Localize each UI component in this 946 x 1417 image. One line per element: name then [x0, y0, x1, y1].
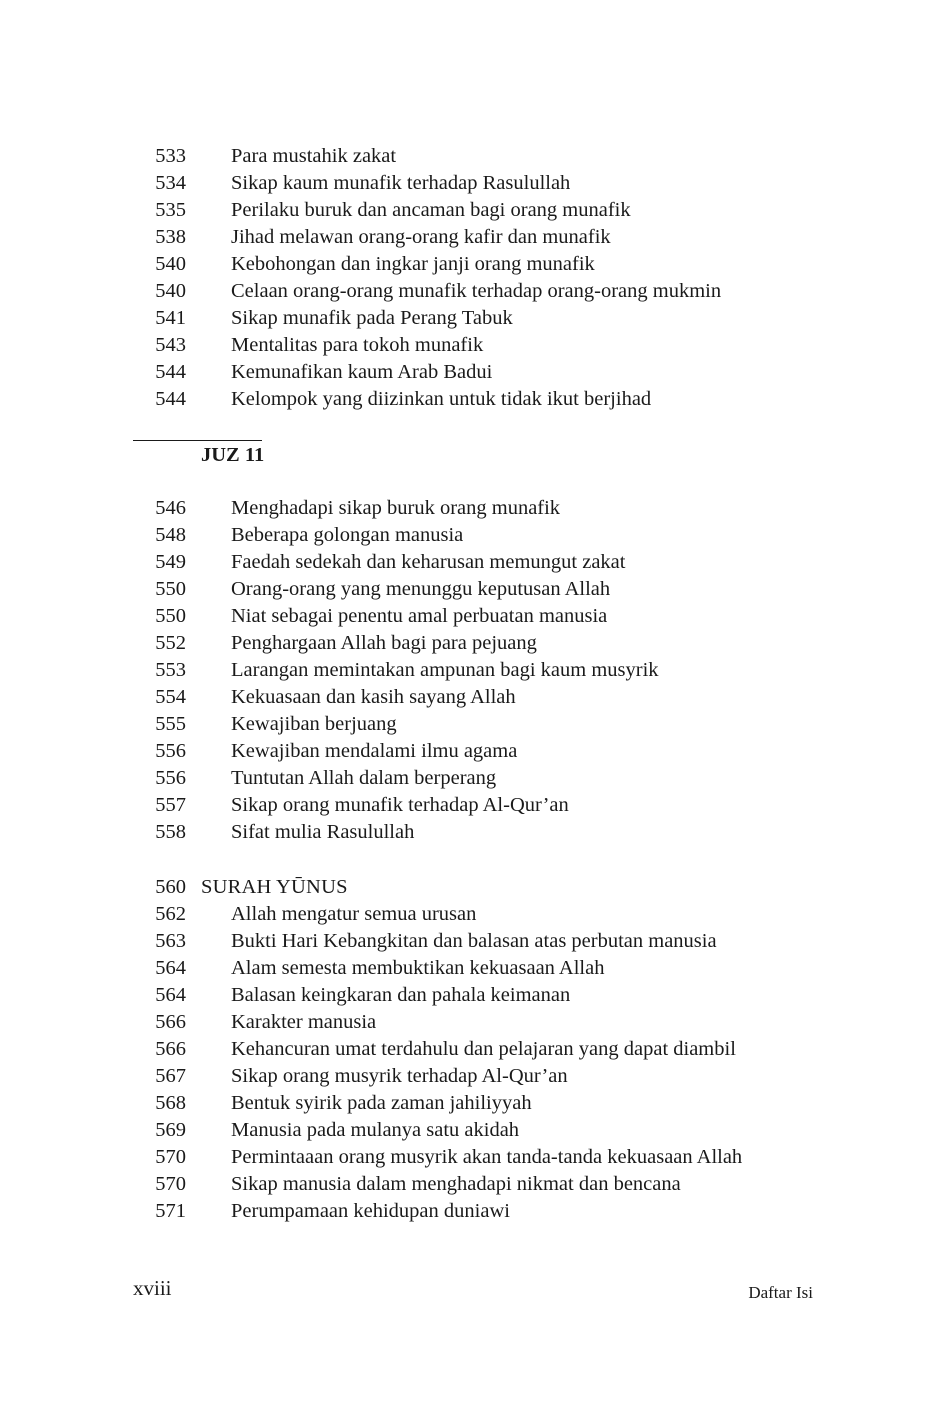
toc-entry-title: Kewajiban mendalami ilmu agama [231, 740, 518, 762]
running-title: Daftar Isi [748, 1283, 813, 1302]
surah-title: SURAH YŪNUS [201, 876, 348, 898]
toc-page-number: 552 [155, 632, 186, 654]
toc-page-number: 535 [155, 199, 186, 221]
toc-page-number: 538 [155, 226, 186, 248]
toc-list-section-2 [0, 495, 946, 846]
toc-entry-title: Bentuk syirik pada zaman jahiliyyah [231, 1092, 532, 1114]
toc-entry-title: Tuntutan Allah dalam berperang [231, 767, 497, 789]
toc-entry-title: Allah mengatur semua urusan [231, 903, 477, 925]
toc-entry [0, 251, 946, 278]
toc-page-number: 534 [155, 172, 186, 194]
toc-entry [0, 359, 946, 386]
toc-page-number: 560 [155, 876, 186, 898]
toc-page-number: 549 [155, 551, 186, 573]
toc-page-number: 540 [155, 280, 186, 302]
toc-page-number: 550 [155, 578, 186, 600]
toc-page-number: 541 [155, 307, 186, 329]
toc-entry-title: Sikap manusia dalam menghadapi nikmat dan bencana [231, 1173, 681, 1195]
toc-entry-title: Kewajiban berjuang [231, 713, 397, 735]
toc-entry [0, 1036, 946, 1063]
toc-entry [0, 928, 946, 955]
toc-page-number: 567 [155, 1065, 186, 1087]
toc-list-section-1 [0, 143, 946, 413]
toc-entry-title: Mentalitas para tokoh munafik [231, 334, 484, 356]
toc-entry-title: Celaan orang-orang munafik terhadap orang-orang mukmin [231, 280, 722, 302]
toc-entry-title: Kebohongan dan ingkar janji orang munafik [231, 253, 595, 275]
toc-entry-title: Perumpamaan kehidupan duniawi [231, 1200, 510, 1222]
toc-entry [0, 955, 946, 982]
juz-divider-rule [133, 440, 262, 441]
toc-entry [0, 549, 946, 576]
toc-entry-title: Manusia pada mulanya satu akidah [231, 1119, 520, 1141]
toc-entry [0, 1171, 946, 1198]
toc-entry-title: Niat sebagai penentu amal perbuatan manusia [231, 605, 608, 627]
toc-page-number: 571 [155, 1200, 186, 1222]
toc-page-number: 540 [155, 253, 186, 275]
toc-entry [0, 197, 946, 224]
toc-entry [0, 1144, 946, 1171]
toc-entry-title: Karakter manusia [231, 1011, 377, 1033]
toc-entry-title: Kemunafikan kaum Arab Badui [231, 361, 493, 383]
toc-entry-title: Balasan keingkaran dan pahala keimanan [231, 984, 571, 1006]
toc-entry-title: Orang-orang yang menunggu keputusan Allah [231, 578, 611, 600]
toc-page-number: 563 [155, 930, 186, 952]
toc-entry [0, 305, 946, 332]
toc-page-number: 566 [155, 1038, 186, 1060]
toc-entry [0, 982, 946, 1009]
toc-entry-title: Penghargaan Allah bagi para pejuang [231, 632, 537, 654]
toc-entry-title: Permintaaan orang musyrik akan tanda-tanda kekuasaan Allah [231, 1146, 743, 1168]
toc-entry-title: Para mustahik zakat [231, 145, 397, 167]
toc-entry-title: Menghadapi sikap buruk orang munafik [231, 497, 561, 519]
toc-page-number: 558 [155, 821, 186, 843]
toc-entry-title: Faedah sedekah dan keharusan memungut zakat [231, 551, 626, 573]
toc-entry-title: Jihad melawan orang-orang kafir dan munafik [231, 226, 611, 248]
toc-page-number: 533 [155, 145, 186, 167]
toc-entry [0, 603, 946, 630]
toc-entry [0, 657, 946, 684]
toc-entry-title: Larangan memintakan ampunan bagi kaum musyrik [231, 659, 659, 681]
toc-page-number: 570 [155, 1173, 186, 1195]
toc-page-number: 554 [155, 686, 186, 708]
toc-page-number: 546 [155, 497, 186, 519]
toc-entry-title: Sikap kaum munafik terhadap Rasulullah [231, 172, 571, 194]
toc-page-number: 544 [155, 388, 186, 410]
toc-entry [0, 819, 946, 846]
toc-page-number: 566 [155, 1011, 186, 1033]
toc-entry-title: Kelompok yang diizinkan untuk tidak ikut berjihad [231, 388, 652, 410]
toc-entry-title: Kehancuran umat terdahulu dan pelajaran yang dapat diambil [231, 1038, 736, 1060]
toc-page-number: 553 [155, 659, 186, 681]
toc-entry [0, 738, 946, 765]
toc-entry-title: Perilaku buruk dan ancaman bagi orang munafik [231, 199, 631, 221]
toc-entry-title: Sikap munafik pada Perang Tabuk [231, 307, 513, 329]
surah-heading-row-wrap [0, 874, 946, 901]
folio-page-number: xviii [133, 1276, 172, 1300]
toc-entry [0, 1009, 946, 1036]
toc-page-number: 555 [155, 713, 186, 735]
toc-entry [0, 495, 946, 522]
surah-heading-row [0, 874, 946, 901]
toc-page-number: 550 [155, 605, 186, 627]
toc-page-number: 556 [155, 767, 186, 789]
toc-entry [0, 1117, 946, 1144]
toc-entry [0, 1198, 946, 1225]
toc-entry [0, 143, 946, 170]
toc-entry-title: Sikap orang musyrik terhadap Al-Qur’an [231, 1065, 568, 1087]
toc-entry [0, 765, 946, 792]
toc-entry [0, 901, 946, 928]
toc-page-number: 562 [155, 903, 186, 925]
toc-entry-title: Beberapa golongan manusia [231, 524, 464, 546]
toc-entry [0, 386, 946, 413]
toc-entry [0, 711, 946, 738]
toc-page-number: 570 [155, 1146, 186, 1168]
toc-list-section-3 [0, 901, 946, 1225]
toc-page-number: 543 [155, 334, 186, 356]
toc-page-number: 556 [155, 740, 186, 762]
toc-entry [0, 792, 946, 819]
toc-entry-title: Sifat mulia Rasulullah [231, 821, 415, 843]
toc-page-number: 568 [155, 1092, 186, 1114]
toc-entry [0, 1090, 946, 1117]
toc-entry [0, 576, 946, 603]
toc-entry-title: Alam semesta membuktikan kekuasaan Allah [231, 957, 605, 979]
toc-page-number: 557 [155, 794, 186, 816]
toc-page-number: 564 [155, 957, 186, 979]
toc-entry [0, 630, 946, 657]
toc-page-number: 564 [155, 984, 186, 1006]
juz-heading: JUZ 11 [201, 444, 265, 466]
toc-entry-title: Sikap orang munafik terhadap Al-Qur’an [231, 794, 569, 816]
toc-page-number: 544 [155, 361, 186, 383]
toc-entry [0, 684, 946, 711]
toc-entry [0, 522, 946, 549]
toc-entry-title: Kekuasaan dan kasih sayang Allah [231, 686, 516, 708]
toc-entry [0, 170, 946, 197]
toc-entry [0, 224, 946, 251]
toc-entry-title: Bukti Hari Kebangkitan dan balasan atas perbutan manusia [231, 930, 717, 952]
toc-entry [0, 278, 946, 305]
toc-page-number: 548 [155, 524, 186, 546]
toc-page-number: 569 [155, 1119, 186, 1141]
toc-entry [0, 1063, 946, 1090]
toc-entry [0, 332, 946, 359]
